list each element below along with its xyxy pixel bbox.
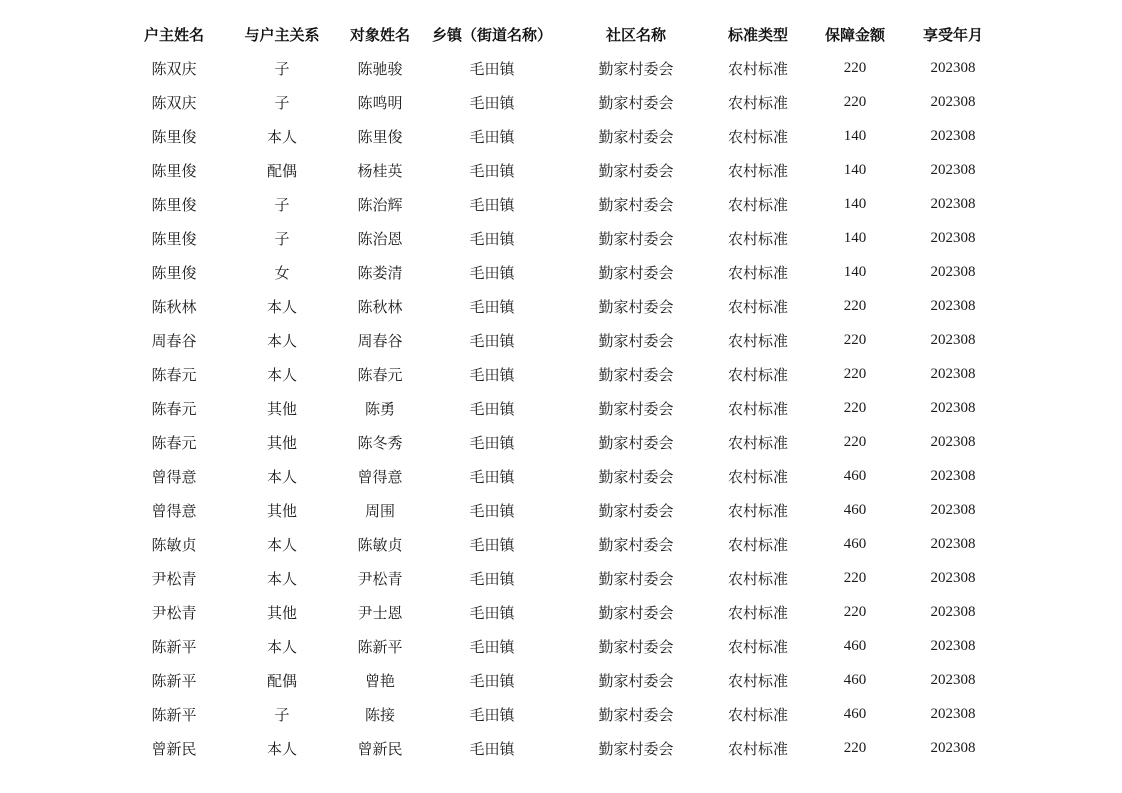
cell-amount: 220: [843, 59, 867, 76]
table-row: [120, 255, 1000, 289]
header-person-name: 对象姓名: [349, 25, 410, 44]
cell-amount: 220: [843, 399, 867, 416]
cell-relation: 配偶: [266, 671, 297, 690]
cell-month: 202308: [930, 127, 976, 144]
cell-township: 毛田镇: [469, 637, 515, 656]
table-row: [120, 187, 1000, 221]
cell-township: 毛田镇: [469, 399, 515, 418]
cell-community: 勤家村委会: [598, 331, 674, 350]
cell-month: 202308: [930, 229, 976, 246]
cell-community: 勤家村委会: [598, 161, 674, 180]
cell-month: 202308: [930, 467, 976, 484]
cell-person-name: 陈勇: [364, 399, 395, 418]
cell-standard-type: 农村标准: [727, 127, 788, 146]
cell-relation: 本人: [266, 535, 297, 554]
header-relation: 与户主关系: [244, 25, 320, 44]
cell-township: 毛田镇: [469, 297, 515, 316]
cell-standard-type: 农村标准: [727, 467, 788, 486]
cell-month: 202308: [930, 637, 976, 654]
cell-month: 202308: [930, 297, 976, 314]
cell-relation: 本人: [266, 739, 297, 758]
cell-householder-name: 陈里俊: [151, 263, 197, 282]
table-row: [120, 595, 1000, 629]
table-row: [120, 85, 1000, 119]
cell-township: 毛田镇: [469, 365, 515, 384]
cell-relation: 本人: [266, 467, 297, 486]
header-township: 乡镇（街道名称）: [431, 25, 552, 44]
cell-relation: 其他: [266, 501, 297, 520]
cell-householder-name: 陈春元: [151, 365, 197, 384]
table-row: [120, 561, 1000, 595]
cell-amount: 220: [843, 739, 867, 756]
cell-standard-type: 农村标准: [727, 739, 788, 758]
cell-standard-type: 农村标准: [727, 603, 788, 622]
cell-person-name: 陈治辉: [357, 195, 403, 214]
cell-relation: 本人: [266, 569, 297, 588]
cell-community: 勤家村委会: [598, 637, 674, 656]
cell-month: 202308: [930, 569, 976, 586]
cell-householder-name: 陈里俊: [151, 161, 197, 180]
table-row: [120, 527, 1000, 561]
cell-amount: 220: [843, 569, 867, 586]
cell-township: 毛田镇: [469, 229, 515, 248]
cell-amount: 220: [843, 331, 867, 348]
cell-community: 勤家村委会: [598, 501, 674, 520]
cell-relation: 子: [274, 195, 290, 214]
cell-relation: 本人: [266, 637, 297, 656]
cell-township: 毛田镇: [469, 433, 515, 452]
header-month: 享受年月: [922, 25, 983, 44]
cell-person-name: 周春谷: [357, 331, 403, 350]
cell-community: 勤家村委会: [598, 263, 674, 282]
cell-township: 毛田镇: [469, 93, 515, 112]
cell-relation: 其他: [266, 433, 297, 452]
cell-community: 勤家村委会: [598, 671, 674, 690]
cell-community: 勤家村委会: [598, 399, 674, 418]
cell-person-name: 曾艳: [364, 671, 395, 690]
cell-month: 202308: [930, 705, 976, 722]
cell-householder-name: 陈新平: [151, 705, 197, 724]
roster-table-container: [120, 17, 1000, 765]
header-householder-name: 户主姓名: [143, 25, 204, 44]
cell-township: 毛田镇: [469, 535, 515, 554]
cell-community: 勤家村委会: [598, 569, 674, 588]
cell-person-name: 陈接: [364, 705, 395, 724]
cell-standard-type: 农村标准: [727, 637, 788, 656]
cell-householder-name: 陈春元: [151, 433, 197, 452]
cell-householder-name: 曾新民: [151, 739, 197, 758]
cell-person-name: 陈春元: [357, 365, 403, 384]
cell-amount: 460: [843, 705, 867, 722]
cell-relation: 本人: [266, 297, 297, 316]
cell-township: 毛田镇: [469, 671, 515, 690]
cell-amount: 220: [843, 93, 867, 110]
cell-community: 勤家村委会: [598, 705, 674, 724]
table-row: [120, 493, 1000, 527]
cell-householder-name: 陈敏贞: [151, 535, 197, 554]
cell-householder-name: 陈双庆: [151, 59, 197, 78]
cell-community: 勤家村委会: [598, 127, 674, 146]
cell-person-name: 陈驰骏: [357, 59, 403, 78]
cell-householder-name: 陈春元: [151, 399, 197, 418]
cell-township: 毛田镇: [469, 705, 515, 724]
cell-amount: 220: [843, 603, 867, 620]
cell-person-name: 陈治恩: [357, 229, 403, 248]
cell-township: 毛田镇: [469, 331, 515, 350]
cell-householder-name: 陈新平: [151, 671, 197, 690]
table-row: [120, 153, 1000, 187]
cell-standard-type: 农村标准: [727, 331, 788, 350]
cell-amount: 460: [843, 637, 867, 654]
cell-person-name: 陈新平: [357, 637, 403, 656]
table-row: [120, 425, 1000, 459]
cell-amount: 460: [843, 671, 867, 688]
cell-standard-type: 农村标准: [727, 433, 788, 452]
cell-standard-type: 农村标准: [727, 195, 788, 214]
cell-community: 勤家村委会: [598, 739, 674, 758]
cell-standard-type: 农村标准: [727, 535, 788, 554]
cell-community: 勤家村委会: [598, 229, 674, 248]
cell-amount: 140: [843, 263, 867, 280]
cell-month: 202308: [930, 161, 976, 178]
cell-relation: 其他: [266, 399, 297, 418]
cell-householder-name: 陈新平: [151, 637, 197, 656]
cell-township: 毛田镇: [469, 739, 515, 758]
cell-township: 毛田镇: [469, 59, 515, 78]
cell-person-name: 曾新民: [357, 739, 403, 758]
cell-relation: 子: [274, 705, 290, 724]
cell-month: 202308: [930, 671, 976, 688]
cell-amount: 140: [843, 127, 867, 144]
cell-township: 毛田镇: [469, 263, 515, 282]
cell-person-name: 陈冬秀: [357, 433, 403, 452]
cell-standard-type: 农村标准: [727, 263, 788, 282]
cell-householder-name: 陈双庆: [151, 93, 197, 112]
cell-standard-type: 农村标准: [727, 671, 788, 690]
cell-amount: 140: [843, 195, 867, 212]
cell-community: 勤家村委会: [598, 365, 674, 384]
header-amount: 保障金额: [824, 25, 885, 44]
cell-householder-name: 尹松青: [151, 569, 197, 588]
cell-relation: 子: [274, 229, 290, 248]
cell-community: 勤家村委会: [598, 603, 674, 622]
cell-person-name: 陈里俊: [357, 127, 403, 146]
cell-relation: 其他: [266, 603, 297, 622]
cell-month: 202308: [930, 603, 976, 620]
cell-amount: 460: [843, 467, 867, 484]
cell-householder-name: 周春谷: [151, 331, 197, 350]
header-community: 社区名称: [605, 25, 666, 44]
table-row: [120, 663, 1000, 697]
cell-householder-name: 陈里俊: [151, 195, 197, 214]
cell-month: 202308: [930, 535, 976, 552]
cell-standard-type: 农村标准: [727, 705, 788, 724]
cell-person-name: 尹士恩: [357, 603, 403, 622]
cell-community: 勤家村委会: [598, 59, 674, 78]
table-row: [120, 51, 1000, 85]
cell-township: 毛田镇: [469, 569, 515, 588]
cell-householder-name: 陈里俊: [151, 229, 197, 248]
cell-relation: 本人: [266, 127, 297, 146]
table-row: [120, 323, 1000, 357]
cell-standard-type: 农村标准: [727, 399, 788, 418]
table-row: [120, 221, 1000, 255]
header-standard-type: 标准类型: [727, 25, 788, 44]
cell-township: 毛田镇: [469, 603, 515, 622]
cell-township: 毛田镇: [469, 501, 515, 520]
cell-township: 毛田镇: [469, 161, 515, 180]
table-row: [120, 391, 1000, 425]
cell-person-name: 陈秋林: [357, 297, 403, 316]
cell-person-name: 杨桂英: [357, 161, 403, 180]
cell-relation: 本人: [266, 365, 297, 384]
table-row: [120, 731, 1000, 765]
cell-householder-name: 陈秋林: [151, 297, 197, 316]
cell-standard-type: 农村标准: [727, 59, 788, 78]
cell-amount: 140: [843, 161, 867, 178]
cell-month: 202308: [930, 399, 976, 416]
cell-month: 202308: [930, 59, 976, 76]
cell-amount: 140: [843, 229, 867, 246]
cell-month: 202308: [930, 433, 976, 450]
cell-township: 毛田镇: [469, 195, 515, 214]
cell-month: 202308: [930, 501, 976, 518]
cell-householder-name: 陈里俊: [151, 127, 197, 146]
cell-standard-type: 农村标准: [727, 93, 788, 112]
cell-amount: 220: [843, 433, 867, 450]
cell-month: 202308: [930, 331, 976, 348]
cell-township: 毛田镇: [469, 127, 515, 146]
subsidy-roster-table: [120, 17, 1000, 765]
cell-person-name: 陈娄清: [357, 263, 403, 282]
cell-person-name: 曾得意: [357, 467, 403, 486]
cell-amount: 460: [843, 535, 867, 552]
cell-relation: 配偶: [266, 161, 297, 180]
cell-householder-name: 曾得意: [151, 501, 197, 520]
cell-month: 202308: [930, 263, 976, 280]
cell-community: 勤家村委会: [598, 93, 674, 112]
cell-relation: 子: [274, 93, 290, 112]
cell-amount: 220: [843, 297, 867, 314]
cell-relation: 本人: [266, 331, 297, 350]
table-row: [120, 289, 1000, 323]
cell-householder-name: 尹松青: [151, 603, 197, 622]
cell-month: 202308: [930, 739, 976, 756]
cell-community: 勤家村委会: [598, 433, 674, 452]
cell-person-name: 陈鸣明: [357, 93, 403, 112]
cell-community: 勤家村委会: [598, 467, 674, 486]
cell-month: 202308: [930, 365, 976, 382]
cell-community: 勤家村委会: [598, 297, 674, 316]
cell-standard-type: 农村标准: [727, 365, 788, 384]
table-row: [120, 357, 1000, 391]
cell-standard-type: 农村标准: [727, 229, 788, 248]
cell-community: 勤家村委会: [598, 195, 674, 214]
cell-person-name: 周围: [364, 501, 395, 520]
table-header-row: [120, 17, 1000, 51]
cell-person-name: 陈敏贞: [357, 535, 403, 554]
table-row: [120, 629, 1000, 663]
table-body: [120, 51, 1000, 765]
table-row: [120, 119, 1000, 153]
cell-standard-type: 农村标准: [727, 161, 788, 180]
cell-month: 202308: [930, 195, 976, 212]
table-row: [120, 459, 1000, 493]
cell-amount: 460: [843, 501, 867, 518]
cell-township: 毛田镇: [469, 467, 515, 486]
cell-community: 勤家村委会: [598, 535, 674, 554]
table-row: [120, 697, 1000, 731]
cell-person-name: 尹松青: [357, 569, 403, 588]
cell-relation: 女: [274, 263, 290, 282]
cell-standard-type: 农村标准: [727, 501, 788, 520]
cell-standard-type: 农村标准: [727, 569, 788, 588]
cell-month: 202308: [930, 93, 976, 110]
cell-relation: 子: [274, 59, 290, 78]
cell-amount: 220: [843, 365, 867, 382]
cell-standard-type: 农村标准: [727, 297, 788, 316]
cell-householder-name: 曾得意: [151, 467, 197, 486]
